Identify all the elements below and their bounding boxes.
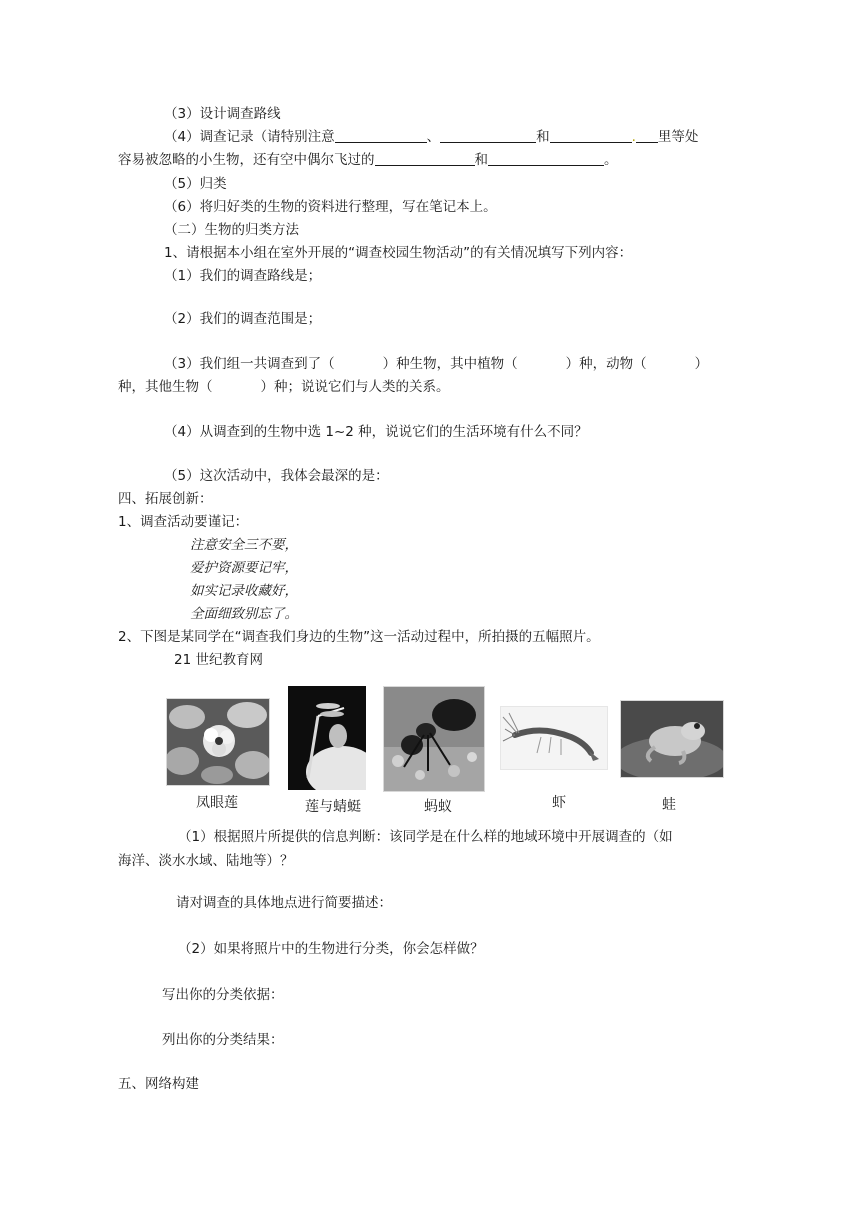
poem-line-2: 爱护资源要记牢， xyxy=(190,560,298,576)
section-5-heading: 五、网络构建 xyxy=(118,1076,199,1092)
photo-caption-5: 蛙 xyxy=(662,797,676,813)
section-4-item-1: 1、调查活动要谨记： xyxy=(118,514,249,530)
poem-line-1: 注意安全三不要， xyxy=(190,537,298,553)
answer-blank[interactable] xyxy=(488,151,604,166)
shrimp-photo xyxy=(500,706,608,770)
ant-photo xyxy=(383,686,485,792)
lotus-dragonfly-photo xyxy=(288,686,366,790)
answer-blank[interactable] xyxy=(335,128,427,143)
frog-photo xyxy=(620,700,724,778)
classification-result: 列出你的分类结果： xyxy=(162,1032,284,1048)
step-4-line-2: 容易被忽略的小生物，还有空中偶尔飞过的 和 。 xyxy=(118,152,618,168)
question-1-3-line-1: （3）我们组一共调查到了（ ）种生物，其中植物（ ）种，动物（ ） xyxy=(164,356,709,372)
classification-basis: 写出你的分类依据： xyxy=(162,987,284,1003)
question-2-1-line-1: （1）根据照片所提供的信息判断：该同学是在什么样的地域环境中开展调查的（如 xyxy=(178,829,673,845)
question-2-2: （2）如果将照片中的生物进行分类，你会怎样做？ xyxy=(178,941,484,957)
subheading-classification: （二）生物的归类方法 xyxy=(164,222,299,238)
answer-blank[interactable] xyxy=(375,151,475,166)
poem-line-4: 全面细致别忘了。 xyxy=(190,606,298,622)
question-1-2: （2）我们的调查范围是； xyxy=(164,311,322,327)
question-1-4: （4）从调查到的生物中选 1~2 种，说说它们的生活环境有什么不同？ xyxy=(164,424,588,440)
photo-caption-1: 凤眼莲 xyxy=(196,795,238,811)
question-2-1-describe: 请对调查的具体地点进行简要描述： xyxy=(176,895,392,911)
photo-caption-2: 莲与蜻蜓 xyxy=(305,799,361,815)
water-hyacinth-photo xyxy=(166,698,270,786)
question-1-1: （1）我们的调查路线是； xyxy=(164,268,322,284)
question-1-3-line-2: 种，其他生物（ ）种；说说它们与人类的关系。 xyxy=(118,379,450,395)
step-4-line-1: （4）调查记录（请特别注意 、 和 . 里等处 xyxy=(164,129,699,145)
photo-caption-3: 蚂蚁 xyxy=(424,799,452,815)
answer-blank[interactable] xyxy=(636,128,658,143)
step-3: （3）设计调查路线 xyxy=(164,106,281,122)
question-1-5: （5）这次活动中，我体会最深的是： xyxy=(164,468,389,484)
photo-caption-4: 虾 xyxy=(552,795,566,811)
question-2-1-line-2: 海洋、淡水水域、陆地等）？ xyxy=(118,853,294,869)
answer-blank[interactable] xyxy=(440,128,536,143)
section-4-heading: 四、拓展创新： xyxy=(118,491,213,507)
answer-blank[interactable] xyxy=(550,128,632,143)
question-1-intro: 1、请根据本小组在室外开展的“调查校园生物活动”的有关情况填写下列内容： xyxy=(164,245,633,261)
section-4-item-2: 2、下图是某同学在“调查我们身边的生物”这一活动过程中，所拍摄的五幅照片。 xyxy=(118,629,600,645)
poem-line-3: 如实记录收藏好， xyxy=(190,583,298,599)
watermark-text: 21 世纪教育网 xyxy=(174,652,263,668)
step-6: （6）将归好类的生物的资料进行整理，写在笔记本上。 xyxy=(164,199,497,215)
step-5: （5）归类 xyxy=(164,176,227,192)
